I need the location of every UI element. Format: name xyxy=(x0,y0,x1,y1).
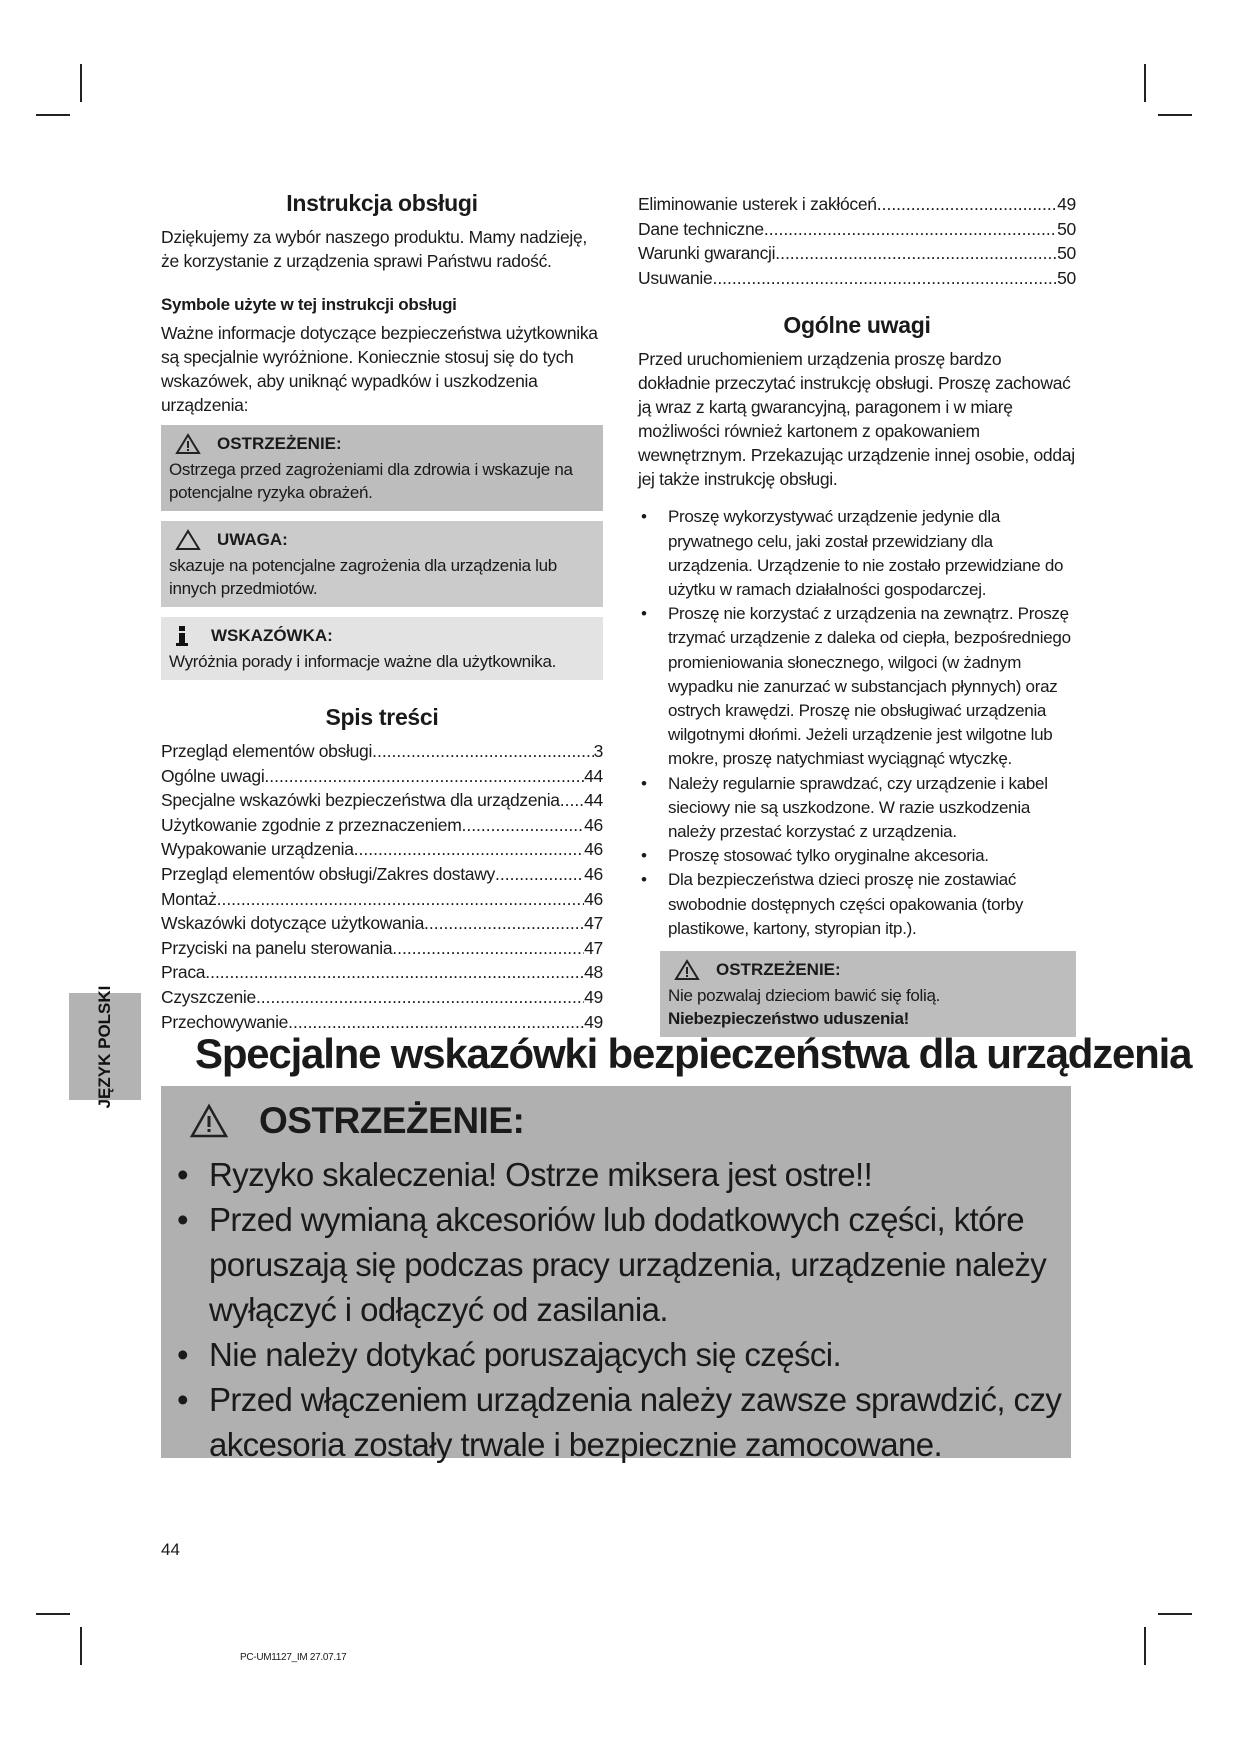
general-bullet-item: • Proszę stosować tylko oryginalne akcesoria. xyxy=(638,844,1076,868)
warning-triangle-icon xyxy=(674,959,700,981)
toc-item xyxy=(161,887,603,912)
toc-leader-dots xyxy=(775,241,1057,266)
crop-mark xyxy=(1144,1627,1146,1665)
general-bullet-item: • Proszę nie korzystać z urządzenia na zewnątrz. Proszę trzymać urządzenie z daleka od ciepła, bezpośredniego promieniowania słonecznego, wilgoci (w żadnym wypadku nie zanurzać w substancjach płynnych) oraz ostrych krawędzi. Proszę nie obsługiwać urządzenia wilgotnymi dłońmi. Jeżeli urządzenie jest wilgotne lub mokre, proszę natychmiast wyciągnąć wtyczkę. xyxy=(638,602,1076,771)
toc-item xyxy=(638,192,1076,217)
toc-item-label: Wypakowanie urządzenia xyxy=(161,839,354,860)
toc-item xyxy=(161,862,603,887)
toc-item-page: 3 xyxy=(593,741,603,761)
child-warning-text: Nie pozwalaj dzieciom bawić się folią. xyxy=(668,986,941,1006)
toc-item xyxy=(161,739,603,764)
toc-item xyxy=(161,837,603,862)
toc-leader-dots xyxy=(877,192,1057,217)
toc-item-page: 46 xyxy=(584,839,603,860)
child-warning-bold: Niebezpieczeństwo uduszenia! xyxy=(668,1009,909,1029)
toc-item-page: 46 xyxy=(584,888,603,909)
toc-leader-dots xyxy=(495,862,584,887)
child-warning-label: OSTRZEŻENIE: xyxy=(716,960,841,980)
toc-item-page: 48 xyxy=(584,962,603,983)
toc-leader-dots xyxy=(424,911,584,936)
right-column xyxy=(638,192,1076,1047)
general-bullets xyxy=(638,505,1076,941)
special-bullet-item: • Przed wymianą akcesoriów lub dodatkowych części, które poruszają się podczas pracy urządzenia, urządzenie należy wyłączyć i odłączyć od zasilania. xyxy=(171,1197,1071,1332)
crop-mark xyxy=(80,64,82,102)
toc-item xyxy=(161,788,603,813)
toc-list-continued xyxy=(638,192,1076,290)
special-bullets xyxy=(161,1152,1071,1467)
note-label: WSKAZÓWKA: xyxy=(211,626,333,645)
toc-item xyxy=(161,960,603,985)
warning-text: Ostrzega przed zagrożeniami dla zdrowia i wskazuje na potencjalne ryzyka obrażeń. xyxy=(169,460,573,502)
note-text: Wyróżnia porady i informacje ważne dla użytkownika. xyxy=(169,652,557,671)
general-title: Ogólne uwagi xyxy=(783,312,931,339)
toc-item-page: 49 xyxy=(1057,194,1076,214)
general-text: Przed uruchomieniem urządzenia proszę bardzo dokładnie przeczytać instrukcję obsługi. Proszę zachować ją wraz z kartą gwarancyjną, paragonem i w miarę możliwości również kartonem z opakowaniem wewnętrznym. Przekazując urządzenie innej osobie, oddaj jej także instrukcję obsługi. xyxy=(638,349,1075,490)
toc-list xyxy=(161,739,603,1034)
toc-item-page: 50 xyxy=(1057,218,1076,239)
caution-box xyxy=(161,521,603,607)
toc-item xyxy=(161,985,603,1010)
toc-leader-dots xyxy=(354,837,584,862)
toc-item-label: Przegląd elementów obsługi/Zakres dostawy xyxy=(161,863,495,884)
toc-item xyxy=(161,936,603,961)
toc-leader-dots xyxy=(712,266,1057,291)
toc-leader-dots xyxy=(461,813,584,838)
toc-item-label: Użytkowanie zgodnie z przeznaczeniem xyxy=(161,814,462,835)
intro-text: Dziękujemy za wybór naszego produktu. Mamy nadzieję, że korzystanie z urządzenia sprawi Państwu radość. xyxy=(161,227,587,271)
crop-mark xyxy=(36,1613,70,1615)
caution-text: skazuje na potencjalne zagrożenia dla urządzenia lub innych przedmiotów. xyxy=(169,556,557,598)
toc-item-page: 44 xyxy=(584,765,603,786)
toc-item xyxy=(638,241,1076,266)
toc-item-label: Przyciski na panelu sterowania xyxy=(161,937,393,958)
left-column xyxy=(161,190,603,1034)
warning-triangle-icon xyxy=(189,1103,229,1139)
toc-item-page: 44 xyxy=(584,790,603,811)
toc-item-page: 46 xyxy=(584,863,603,884)
toc-item-label: Montaż xyxy=(161,888,217,909)
toc-item-label: Przegląd elementów obsługi xyxy=(161,741,373,761)
symbols-heading: Symbole użyte w tej instrukcji obsługi xyxy=(161,295,457,314)
toc-leader-dots xyxy=(205,960,584,985)
toc-item xyxy=(638,217,1076,242)
toc-item-label: Czyszczenie xyxy=(161,986,256,1007)
toc-item-label: Warunki gwarancji xyxy=(638,243,776,264)
special-warning-label: OSTRZEŻENIE: xyxy=(259,1100,525,1141)
toc-leader-dots xyxy=(217,887,585,912)
toc-item xyxy=(161,764,603,789)
special-bullet-item: • Nie należy dotykać poruszających się części. xyxy=(171,1332,1071,1377)
warning-box xyxy=(161,425,603,511)
toc-item-label: Specjalne wskazówki bezpieczeństwa dla urządzenia xyxy=(161,790,560,811)
toc-item-page: 46 xyxy=(584,814,603,835)
special-bullet-item: • Ryzyko skaleczenia! Ostrze miksera jest ostre!! xyxy=(171,1152,1071,1197)
crop-mark xyxy=(80,1627,82,1665)
note-box xyxy=(161,617,603,680)
toc-leader-dots xyxy=(264,764,584,789)
toc-item-page: 50 xyxy=(1057,243,1076,264)
special-warning-box xyxy=(161,1086,1071,1463)
toc-leader-dots xyxy=(392,936,584,961)
crop-mark xyxy=(36,114,70,116)
toc-item-label: Ogólne uwagi xyxy=(161,765,265,786)
general-bullet-item: • Dla bezpieczeństwa dzieci proszę nie zostawiać swobodnie dostępnych części opakowania (torby plastikowe, kartony, styropian itp.). xyxy=(638,868,1076,941)
caution-label: UWAGA: xyxy=(217,530,288,549)
toc-leader-dots xyxy=(560,788,584,813)
intro-title: Instrukcja obsługi xyxy=(286,190,478,216)
toc-leader-dots xyxy=(372,739,593,764)
toc-leader-dots xyxy=(764,217,1057,242)
toc-item-label: Przechowywanie xyxy=(161,1011,289,1032)
toc-title: Spis treści xyxy=(325,704,439,730)
special-safety-title: Specjalne wskazówki bezpieczeństwa dla urządzenia xyxy=(195,1030,1192,1077)
child-warning-box xyxy=(660,951,1076,1037)
toc-item xyxy=(638,266,1076,291)
toc-item-label: Eliminowanie usterek i zakłóceń xyxy=(638,194,877,214)
language-tab-label: JĘZYK POLSKI xyxy=(95,985,114,1108)
language-tab xyxy=(69,985,141,1108)
toc-item-label: Praca xyxy=(161,962,206,983)
caution-triangle-icon xyxy=(175,529,201,551)
special-bullet-item: • Przed włączeniem urządzenia należy zawsze sprawdzić, czy akcesoria zostały trwale i bezpiecznie zamocowane. xyxy=(171,1377,1071,1467)
info-icon xyxy=(169,625,195,647)
crop-mark xyxy=(1158,114,1192,116)
toc-item xyxy=(161,813,603,838)
toc-item xyxy=(161,911,603,936)
footer-code: PC-UM1127_IM 27.07.17 xyxy=(240,1652,347,1663)
warning-triangle-icon xyxy=(175,433,201,455)
toc-item-page: 50 xyxy=(1057,267,1076,288)
toc-item-page: 49 xyxy=(584,1011,603,1032)
toc-item-page: 47 xyxy=(584,913,603,934)
toc-leader-dots xyxy=(256,985,584,1010)
warning-label: OSTRZEŻENIE: xyxy=(217,434,342,453)
toc-item-label: Usuwanie xyxy=(638,267,713,288)
general-bullet-item: • Proszę wykorzystywać urządzenie jedynie dla prywatnego celu, jaki został przewidziany dla urządzenia. Urządzenie to nie zostało przewidziane do użytku w ramach działalności gospodarczej. xyxy=(638,505,1076,602)
toc-item-page: 47 xyxy=(584,937,603,958)
page-number: 44 xyxy=(161,1540,180,1559)
symbols-text: Ważne informacje dotyczące bezpieczeństwa użytkownika są specjalnie wyróżnione. Koniecznie stosuj się do tych wskazówek, aby uniknąć wypadków i uszkodzenia urządzenia: xyxy=(161,323,598,415)
general-bullet-item: • Należy regularnie sprawdzać, czy urządzenie i kabel sieciowy nie są uszkodzone. W razie uszkodzenia należy przestać korzystać z urządzenia. xyxy=(638,772,1076,845)
crop-mark xyxy=(1144,64,1146,102)
toc-item-page: 49 xyxy=(584,986,603,1007)
toc-item-label: Wskazówki dotyczące użytkowania xyxy=(161,913,425,934)
crop-mark xyxy=(1158,1613,1192,1615)
toc-item-label: Dane techniczne xyxy=(638,218,764,239)
